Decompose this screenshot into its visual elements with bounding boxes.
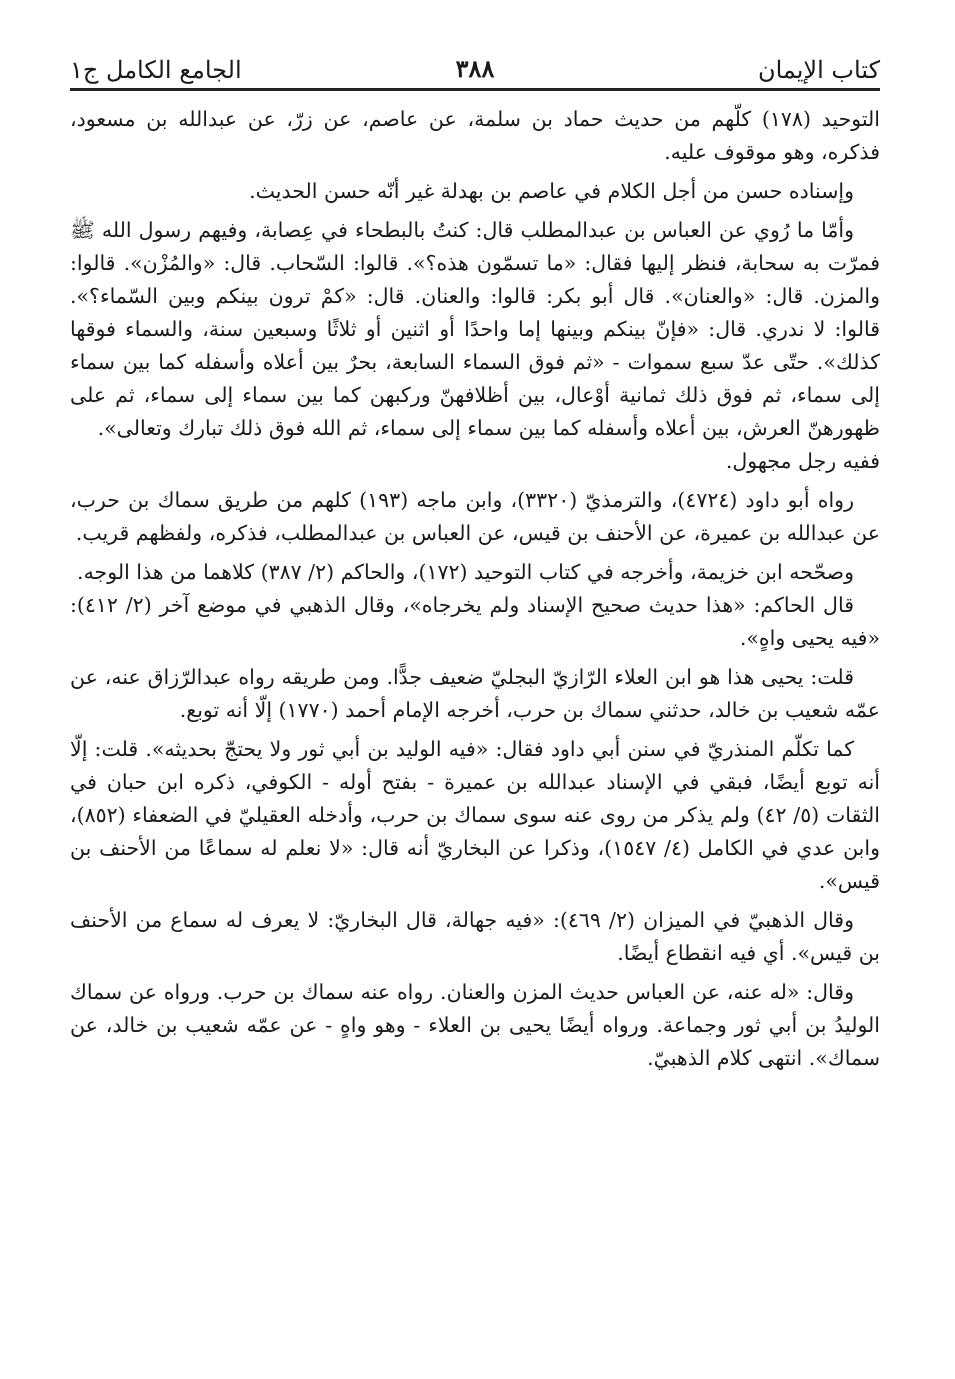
series-title: الجامع الكامل ج١ — [70, 56, 242, 84]
paragraph: كما تكلّم المنذريّ في سنن أبي داود فقال: «فيه الوليد بن أبي ثور ولا يحتجّ بحديثه». قلت: إلّا أنه توبع أيضًا، فبقي في الإسناد عبدالله بن عميرة - بفتح أوله - الكوفي، ذكره ابن حبان في الثقات (٥/ ٤٢) ولم يذكر من روى عنه سوى سماك بن حرب، وأدخله العقيليّ في الضعفاء (٨٥٢)، وابن عدي في الكامل (٤/ ١٥٤٧)، وذكرا عن البخاريّ أنه قال: «لا نعلم له سماعًا من الأحنف بن قيس». — [70, 737, 880, 893]
paragraph: قال الحاكم: «هذا حديث صحيح الإسناد ولم يخرجاه»، وقال الذهبي في موضع آخر (٢/ ٤١٢): «فيه يحيى واهٍ». — [70, 593, 880, 650]
page-number: ٣٨٨ — [455, 54, 495, 83]
page-body — [70, 103, 880, 1075]
paragraph: وقال: «له عنه، عن العباس حديث المزن والعنان. رواه عنه سماك بن حرب. ورواه عن سماك الوليدُ بن أبي ثور وجماعة. ورواه أيضًا يحيى بن العلاء - وهو واهٍ - عن عمّه شعيب بن خالد، عن سماك». انتهى كلام الذهبيّ. — [70, 980, 880, 1070]
page — [70, 50, 880, 1081]
paragraph: رواه أبو داود (٤٧٢٤)، والترمذيّ (٣٣٢٠)، وابن ماجه (١٩٣) كلهم من طريق سماك بن حرب، عن عبدالله بن عميرة، عن الأحنف بن قيس، عن العباس بن عبدالمطلب، فذكره، ولفظهم قريب. — [70, 488, 880, 545]
paragraph: قلت: يحيى هذا هو ابن العلاء الرّازيّ البجليّ ضعيف جدًّا. ومن طريقه رواه عبدالرّزاق عنه، عن عمّه شعيب بن خالد، حدثني سماك بن حرب، أخرجه الإمام أحمد (١٧٧٠) إلّا أنه توبع. — [70, 665, 880, 722]
paragraph: التوحيد (١٧٨) كلّهم من حديث حماد بن سلمة، عن عاصم، عن زرّ، عن عبدالله بن مسعود، فذكره، وهو موقوف عليه. — [70, 107, 880, 164]
paragraph: وإسناده حسن من أجل الكلام في عاصم بن بهدلة غير أنّه حسن الحديث. — [249, 179, 854, 203]
paragraph: ففيه رجل مجهول. — [725, 449, 880, 473]
paragraph: وأمّا ما رُوي عن العباس بن عبدالمطلب قال: كنتُ بالبطحاء في عِصابة، وفيهم رسول الله ﷺ فمرّت به سحابة، فنظر إليها فقال: «ما تسمّون هذه؟». قالوا: السّحاب. قال: «والمُزْن». قالوا: والمزن. قال: «والعنان». قال أبو بكر: قالوا: والعنان. قال: «كمْ ترون بينكم وبين السّماء؟». قالوا: لا ندري. قال: «فإنّ بينكم وبينها إما واحدًا أو اثنين أو ثلاثًا وسبعين سنة، والسماء فوقها كذلك». حتّى عدّ سبع سموات - «ثم فوق السماء السابعة، بحرٌ بين أعلاه وأسفله كما بين سماء إلى سماء، ثم فوق ذلك ثمانية أوْعال، بين أظلافهنّ وركبهن كما بين سماء إلى سماء، ثم على ظهورهنّ العرش، بين أعلاه وأسفله كما بين سماء إلى سماء، ثم الله فوق ذلك تبارك وتعالى». — [70, 218, 880, 440]
book-title: كتاب الإيمان — [757, 56, 880, 84]
running-header — [70, 50, 880, 91]
paragraph: وقال الذهبيّ في الميزان (٢/ ٤٦٩): «فيه جهالة، قال البخاريّ: لا يعرف له سماع من الأحنف بن قيس». أي فيه انقطاع أيضًا. — [70, 908, 880, 965]
paragraph: وصحّحه ابن خزيمة، وأخرجه في كتاب التوحيد (١٧٢)، والحاكم (٢/ ٣٨٧) كلاهما من هذا الوجه. — [77, 560, 854, 584]
